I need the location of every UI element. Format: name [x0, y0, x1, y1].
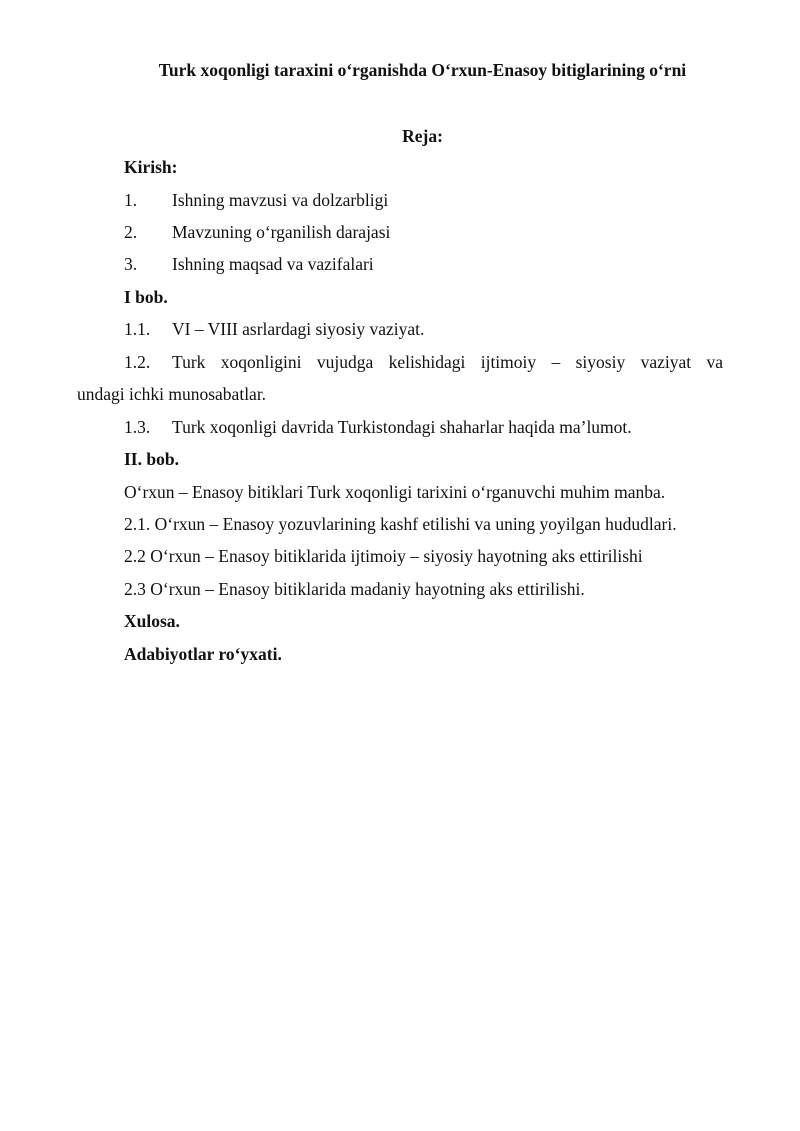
chapter2-item-2: 2.2 Oʻrxun – Enasoy bitiklarida ijtimoiy – siyosiy hayotning aks ettirilishi	[124, 546, 643, 566]
chapter1-item-text: Turk xoqonligini vujudga kelishidagi ijtimoiy – siyosiy vaziyat va	[172, 352, 723, 372]
chapter2-heading: II. bob.	[124, 449, 179, 469]
chapter1-item-number: 1.2.	[124, 352, 151, 372]
chapter1-item-2-continuation: undagi ichki munosabatlar.	[77, 384, 267, 404]
intro-item-text: Ishning mavzusi va dolzarbligi	[172, 190, 389, 210]
references-heading: Adabiyotlar roʻyxati.	[124, 644, 282, 664]
intro-item-2	[124, 220, 390, 244]
chapter1-item-number: 1.1.	[124, 319, 151, 339]
plan-heading: Reja:	[402, 126, 443, 146]
intro-item-number: 2.	[124, 222, 138, 242]
intro-item-3	[124, 252, 374, 276]
intro-item-1	[124, 188, 388, 212]
chapter1-item-number: 1.3.	[124, 417, 151, 437]
document-title: Turk xoqonligi taraxini oʻrganishda Oʻrxun-Enasoy bitiglarining oʻrni	[158, 60, 687, 80]
chapter1-item-2	[124, 350, 723, 374]
chapter2-item-1: 2.1. Oʻrxun – Enasoy yozuvlarining kashf etilishi va uning yoyilgan hududlari.	[124, 514, 677, 534]
intro-item-number: 1.	[124, 190, 138, 210]
chapter2-subtitle: Oʻrxun – Enasoy bitiklari Turk xoqonligi tarixini oʻrganuvchi muhim manba.	[124, 482, 666, 502]
intro-heading: Kirish:	[124, 157, 178, 177]
chapter1-item-text: VI – VIII asrlardagi siyosiy vaziyat.	[172, 319, 425, 339]
intro-item-text: Mavzuning oʻrganilish darajasi	[172, 222, 391, 242]
intro-item-text: Ishning maqsad va vazifalari	[172, 254, 374, 274]
chapter1-item-text: Turk xoqonligi davrida Turkistondagi shaharlar haqida maʼlumot.	[172, 417, 632, 437]
chapter1-heading: I bob.	[124, 287, 168, 307]
chapter1-item-3	[124, 415, 632, 439]
conclusion-heading: Xulosa.	[124, 611, 180, 631]
intro-item-number: 3.	[124, 254, 138, 274]
chapter1-item-1	[124, 317, 424, 341]
chapter2-item-3: 2.3 Oʻrxun – Enasoy bitiklarida madaniy hayotning aks ettirilishi.	[124, 579, 585, 599]
